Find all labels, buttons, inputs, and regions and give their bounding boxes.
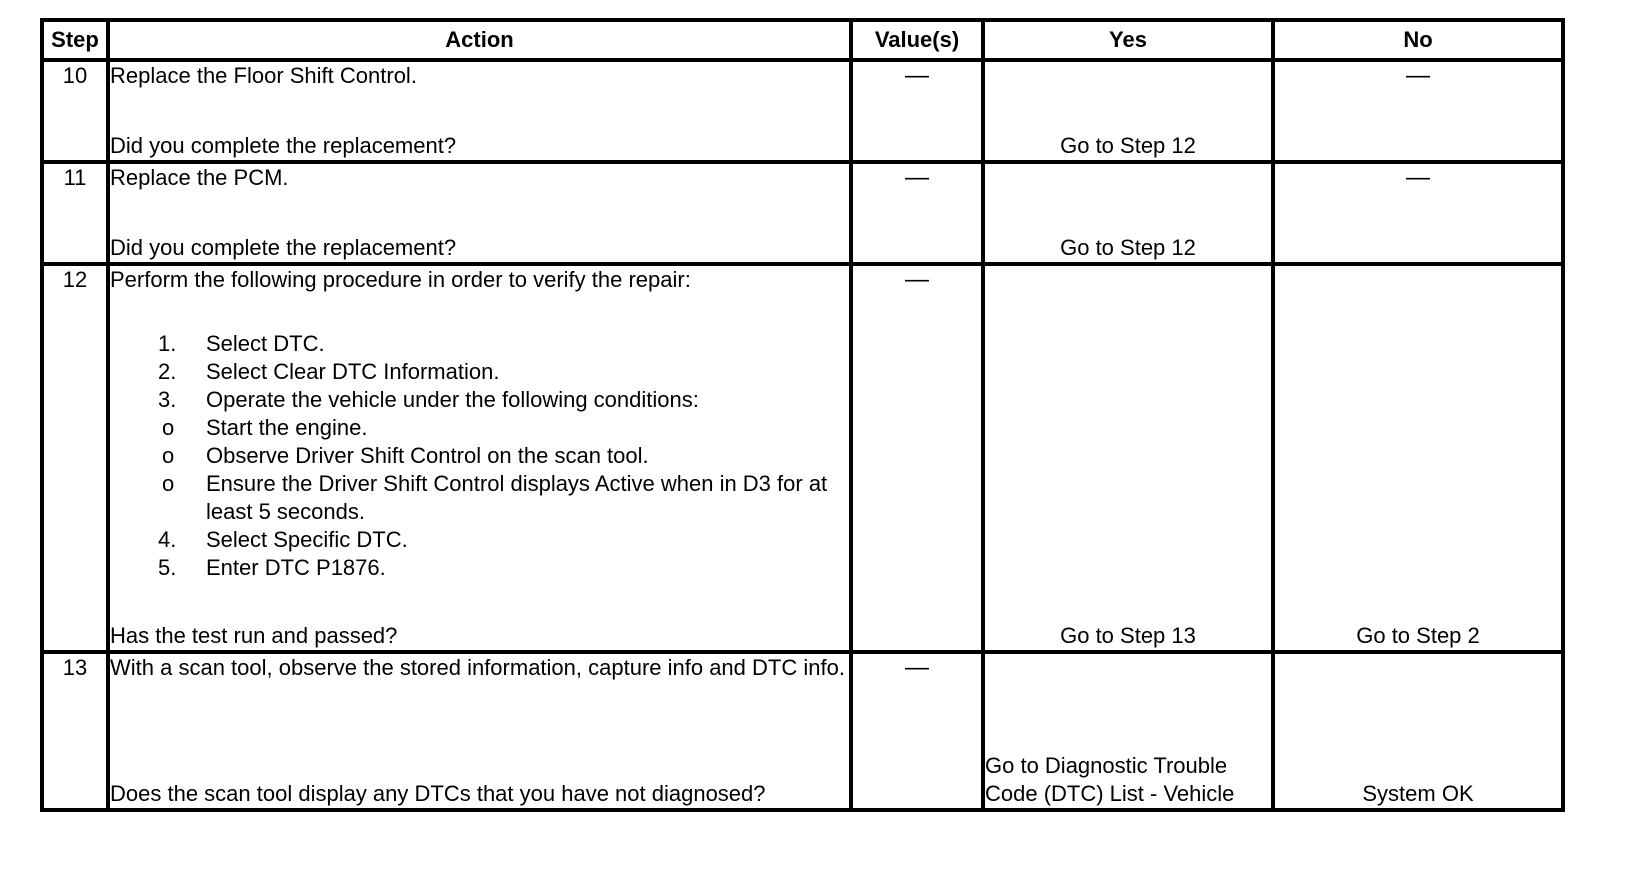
table-row xyxy=(42,60,1563,162)
table-header-row xyxy=(42,20,1563,60)
yes-result: Go to Step 12 xyxy=(1060,133,1196,158)
list-item xyxy=(110,554,849,582)
step-number: 13 xyxy=(42,652,108,810)
action-cell xyxy=(108,60,851,162)
bullet-icon: o xyxy=(162,443,175,468)
action-question: Did you complete the replacement? xyxy=(110,133,457,158)
header-no: No xyxy=(1273,20,1563,60)
action-text: Replace the Floor Shift Control. xyxy=(110,63,417,88)
action-cell xyxy=(108,652,851,810)
action-question: Has the test run and passed? xyxy=(110,623,398,648)
list-number: 3. xyxy=(158,387,177,412)
header-step: Step xyxy=(42,20,108,60)
sub-list-item xyxy=(110,442,849,470)
no-cell: — xyxy=(1273,162,1563,264)
bullet-icon: o xyxy=(162,415,175,440)
sub-list-text: Ensure the Driver Shift Control displays Active when in D3 for at least 5 seconds. xyxy=(206,471,828,524)
list-number: 2. xyxy=(158,359,177,384)
step-number: 10 xyxy=(42,60,108,162)
step-number: 11 xyxy=(42,162,108,264)
yes-cell xyxy=(983,162,1273,264)
procedure-list-continued xyxy=(110,526,849,582)
list-text: Enter DTC P1876. xyxy=(206,555,386,580)
list-item xyxy=(110,526,849,554)
list-item xyxy=(110,330,849,358)
header-values: Value(s) xyxy=(851,20,983,60)
yes-result: Go to Step 12 xyxy=(1060,235,1196,260)
action-text: With a scan tool, observe the stored information, capture info and DTC info. xyxy=(110,655,845,680)
sub-list xyxy=(110,414,849,526)
table-row xyxy=(42,264,1563,652)
header-action: Action xyxy=(108,20,851,60)
list-text: Operate the vehicle under the following conditions: xyxy=(206,387,699,412)
header-yes: Yes xyxy=(983,20,1273,60)
value-cell: — xyxy=(851,264,983,652)
no-cell xyxy=(1273,652,1563,810)
list-number: 1. xyxy=(158,331,177,356)
list-text: Select Clear DTC Information. xyxy=(206,359,500,384)
value-cell: — xyxy=(851,652,983,810)
procedure-list xyxy=(110,330,849,414)
list-text: Select Specific DTC. xyxy=(206,527,408,552)
sub-list-text: Start the engine. xyxy=(206,415,368,440)
no-result: System OK xyxy=(1362,781,1474,806)
action-text: Perform the following procedure in order to verify the repair: xyxy=(110,267,691,292)
action-cell xyxy=(108,162,851,264)
no-cell xyxy=(1273,264,1563,652)
action-question: Does the scan tool display any DTCs that you have not diagnosed? xyxy=(110,781,766,806)
list-number: 5. xyxy=(158,555,177,580)
action-question: Did you complete the replacement? xyxy=(110,235,457,260)
yes-cell xyxy=(983,60,1273,162)
list-text: Select DTC. xyxy=(206,331,325,356)
diagnostic-table xyxy=(40,18,1565,812)
sub-list-item xyxy=(110,470,849,526)
value-cell: — xyxy=(851,60,983,162)
yes-cell xyxy=(983,264,1273,652)
table-row xyxy=(42,162,1563,264)
sub-list-item xyxy=(110,414,849,442)
value-cell: — xyxy=(851,162,983,264)
yes-result: Go to Diagnostic Trouble Code (DTC) List - Vehicle xyxy=(985,753,1235,806)
list-item xyxy=(110,358,849,386)
sub-list-text: Observe Driver Shift Control on the scan tool. xyxy=(206,443,649,468)
yes-result: Go to Step 13 xyxy=(1060,623,1196,648)
step-number: 12 xyxy=(42,264,108,652)
no-cell: — xyxy=(1273,60,1563,162)
action-cell xyxy=(108,264,851,652)
list-number: 4. xyxy=(158,527,177,552)
action-text: Replace the PCM. xyxy=(110,165,289,190)
bullet-icon: o xyxy=(162,471,175,496)
list-item xyxy=(110,386,849,414)
no-result: Go to Step 2 xyxy=(1356,623,1480,648)
table-row xyxy=(42,652,1563,810)
yes-cell xyxy=(983,652,1273,810)
